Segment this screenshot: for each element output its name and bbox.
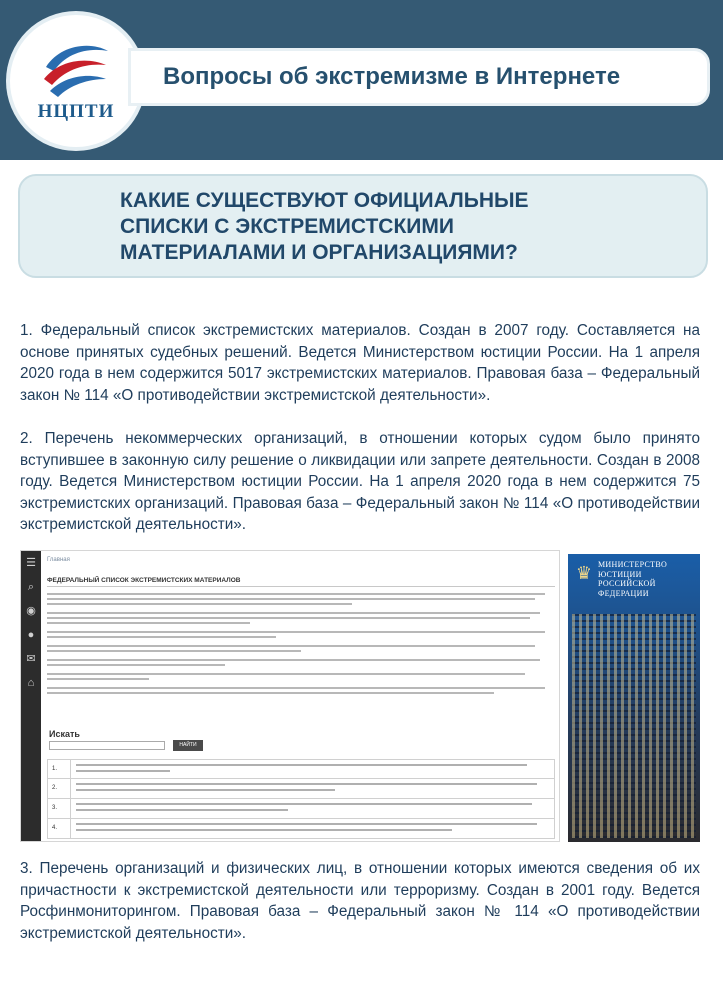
paragraph-rosfinmonitoring-list: 3. Перечень организаций и физических лиц, в отношении которых имеются сведения об их причастности к экстремистской деятельности или терроризму. Создан в 2001 году. Ведется Росфинмониторингом. Правовая база – Федеральный закон № 114 «О противодействии экстремистской деятельности».: [20, 860, 700, 942]
paragraph-materials-list: 1. Федеральный список экстремистских материалов. Создан в 2007 году. Составляется на основе принятых судебных решений. Ведется Министерством юстиции России. На 1 апреля 2020 года в нем содержится 5017 экстремистских материалов. Правовая база – Федеральный закон № 114 «О противодействии экстремистской деятельности».: [20, 322, 700, 404]
screenshot-body-text: [47, 593, 555, 701]
logo-text: НЦПТИ: [37, 101, 115, 122]
breadcrumb: Главная: [47, 557, 70, 563]
page-title: Вопросы об экстремизме в Интернете: [163, 63, 621, 90]
divider: [47, 586, 555, 587]
menu-icon: ☰: [26, 557, 36, 569]
building-windows: [572, 614, 696, 838]
results-table: [47, 759, 555, 839]
screenshot-content: [47, 555, 555, 839]
search-button: НАЙТИ: [173, 740, 203, 751]
screenshot-sidebar: [21, 551, 41, 841]
question-line: СПИСКИ С ЭКСТРЕМИСТСКИМИ: [120, 215, 454, 238]
table-row: [47, 759, 555, 779]
question-heading: [120, 188, 529, 266]
table-row: [47, 819, 555, 839]
location-icon: ●: [27, 629, 35, 641]
home-icon: ⌂: [27, 677, 35, 689]
question-line: МАТЕРИАЛАМИ И ОРГАНИЗАЦИЯМИ?: [120, 241, 518, 264]
search-input: [49, 741, 165, 750]
header-title-box: [128, 48, 710, 106]
logo: [10, 15, 142, 147]
search-label: Искать: [49, 729, 80, 739]
logo-swirl-icon: [40, 37, 112, 99]
question-box: [18, 174, 708, 278]
question-line: КАКИЕ СУЩЕСТВУЮТ ОФИЦИАЛЬНЫЕ: [120, 189, 529, 212]
table-row: [47, 799, 555, 819]
eagle-emblem-icon: ♛: [575, 563, 593, 583]
eye-icon: ◉: [26, 605, 36, 617]
photo-caption: МИНИСТЕРСТВО ЮСТИЦИИ РОССИЙСКОЙ ФЕДЕРАЦИИ: [598, 560, 668, 598]
ministry-website-screenshot: [20, 550, 560, 842]
mail-icon: ✉: [26, 653, 36, 665]
row-number: 4.: [52, 825, 58, 831]
ministry-building-photo: [568, 554, 700, 842]
row-number: 3.: [52, 805, 58, 811]
row-number: 1.: [52, 766, 58, 772]
search-icon: ⌕: [27, 581, 35, 593]
screenshot-title: ФЕДЕРАЛЬНЫЙ СПИСОК ЭКСТРЕМИСТСКИХ МАТЕРИАЛОВ: [47, 577, 241, 584]
table-row: [47, 779, 555, 799]
header-banner: [0, 0, 723, 160]
row-number: 2.: [52, 785, 58, 791]
paragraph-organizations-list: 2. Перечень некоммерческих организаций, в отношении которых судом было принято вступившее в законную силу решение о ликвидации или запрете деятельности. Создан в 2008 году. Ведется Министерством юстиции России. На 1 апреля 2020 года в нем содержится 75 экстремистских организаций. Правовая база – Федеральный закон № 114 «О противодействии экстремистской деятельности».: [20, 430, 700, 533]
